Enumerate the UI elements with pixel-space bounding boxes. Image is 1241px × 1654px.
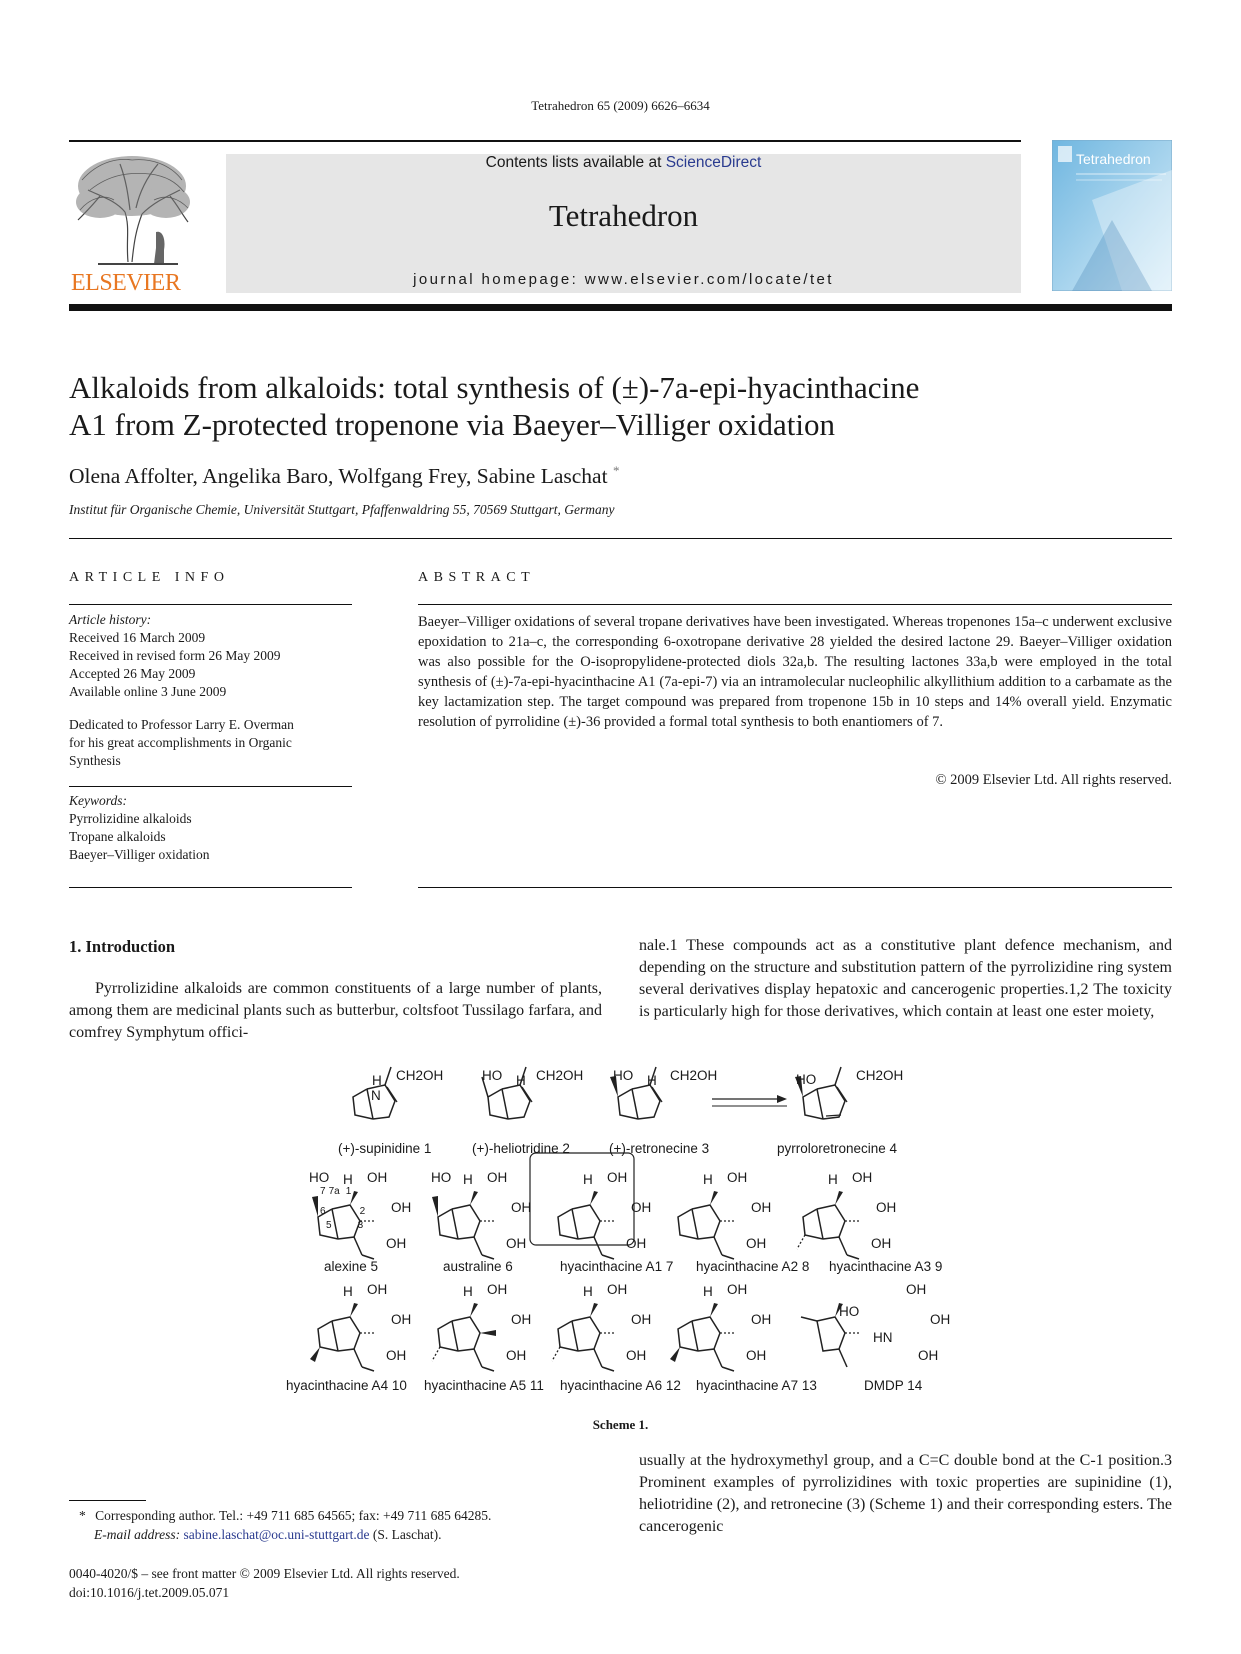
compound-label: hyacinthacine A1 7 [560, 1259, 674, 1274]
article-title [69, 369, 1169, 443]
corresponding-footnote [69, 1506, 629, 1544]
atom-label-oh: OH [751, 1312, 772, 1327]
atom-label-oh: OH [918, 1348, 939, 1363]
email-label: E-mail address: [94, 1527, 184, 1542]
atom-label-h: H [703, 1172, 713, 1187]
highlight-box-hyacinthacine-a1 [530, 1153, 634, 1245]
atom-label-oh: OH [386, 1348, 407, 1363]
structure-hyacinthacine-a2 [678, 1191, 736, 1259]
journal-cover [1052, 140, 1172, 291]
article-info-heading: ARTICLE INFO [69, 570, 230, 585]
atom-label-oh: OH [506, 1236, 527, 1251]
intro-paragraph-left: Pyrrolizidine alkaloids are common constituents of a large number of plants, among them are medicinal plants such as butterbur, coltsfoot Tussilago farfara, and comfrey Symphytum offici- [69, 980, 602, 1041]
atom-label-oh: OH [876, 1200, 897, 1215]
atom-label-oh: OH [487, 1282, 508, 1297]
atom-label-oh: OH [391, 1312, 412, 1327]
compound-label: hyacinthacine A6 12 [560, 1378, 681, 1393]
structure-australine [432, 1191, 496, 1259]
compound-label: alexine 5 [324, 1259, 379, 1274]
history-revised: Received in revised form 26 May 2009 [69, 648, 281, 663]
atom-label-oh: OH [906, 1282, 927, 1297]
footnote-corresponding-text: Corresponding author. Tel.: +49 711 685 64565; fax: +49 711 685 64285. [95, 1508, 492, 1523]
keywords-label: Keywords: [69, 793, 127, 808]
compound-label: hyacinthacine A7 13 [696, 1378, 817, 1393]
info-rule [69, 604, 352, 605]
alexine-ring-numbering-lower [320, 1206, 365, 1217]
doi-line[interactable]: doi:10.1016/j.tet.2009.05.071 [69, 1585, 230, 1600]
structure-hyacinthacine-a6 [552, 1303, 616, 1371]
alexine-ring-numbering [320, 1186, 351, 1197]
structure-hyacinthacine-a7 [670, 1303, 736, 1371]
atom-label-h: H [372, 1073, 382, 1088]
header-thick-rule [69, 304, 1172, 311]
keyword: Pyrrolizidine alkaloids [69, 811, 192, 826]
intro-paragraph-right-top: nale.1 These compounds act as a constitutive plant defence mechanism, and depending on the structure and substitution pattern of the pyrrolizidine ring system several derivatives display hepatoxic and cancerogenic properties.1,2 The toxicity is particularly high for those derivatives, which contain at least one ester moiety, [639, 937, 1172, 1020]
atom-label-ho: HO [839, 1304, 860, 1319]
keywords [69, 792, 352, 864]
ring-number: 2 [359, 1206, 366, 1217]
footnote-mark: * [79, 1508, 86, 1523]
atom-label-oh: OH [511, 1312, 532, 1327]
atom-label-oh: OH [607, 1282, 628, 1297]
email-link[interactable]: sabine.laschat@oc.uni-stuttgart.de [183, 1527, 370, 1542]
keywords-rule [69, 786, 352, 787]
abstract-bottom-rule [418, 887, 1172, 888]
atom-label-oh: OH [386, 1236, 407, 1251]
alexine-ring-numbering-bottom [326, 1220, 363, 1231]
keyword: Baeyer–Villiger oxidation [69, 847, 210, 862]
ring-number: 5 [326, 1220, 332, 1231]
abstract-rule [418, 604, 1172, 605]
atom-label-h: H [343, 1172, 353, 1187]
ring-number: 1 [345, 1186, 352, 1197]
atom-label-oh: OH [852, 1170, 873, 1185]
elsevier-wordmark: ELSEVIER [71, 270, 181, 296]
contents-line [226, 154, 1021, 172]
structure-hyacinthacine-a4 [310, 1303, 376, 1371]
history-accepted: Accepted 26 May 2009 [69, 666, 196, 681]
info-bottom-rule [69, 887, 352, 888]
dedication-line: Synthesis [69, 753, 121, 768]
atom-label-oh: OH [727, 1170, 748, 1185]
reaction-arrow [712, 1095, 787, 1106]
atom-label-oh: OH [746, 1348, 767, 1363]
atom-label-oh: OH [871, 1236, 892, 1251]
atom-label-oh: OH [607, 1170, 628, 1185]
footnote-rule [69, 1500, 146, 1501]
ring-number: 7a [328, 1186, 340, 1197]
atom-label-oh: OH [930, 1312, 951, 1327]
dedication-line: for his great accomplishments in Organic [69, 735, 292, 750]
title-line-1: Alkaloids from alkaloids: total synthesis of (±)-7a-epi-hyacinthacine [69, 370, 920, 405]
ring-number: 6 [320, 1206, 326, 1217]
atom-label-h: H [828, 1172, 838, 1187]
abstract-copyright: © 2009 Elsevier Ltd. All rights reserved. [935, 772, 1172, 788]
compound-label: hyacinthacine A5 11 [424, 1378, 544, 1393]
compound-label: (+)-retronecine 3 [609, 1141, 710, 1156]
affiliation: Institut für Organische Chemie, Universität Stuttgart, Pfaffenwaldring 55, 70569 Stuttgart, Germany [69, 502, 615, 517]
atom-label-h: H [343, 1284, 353, 1299]
corresponding-author-mark[interactable]: * [612, 463, 620, 478]
compound-label: australine 6 [443, 1259, 513, 1274]
section-heading-introduction: 1. Introduction [69, 937, 176, 956]
atom-label-oh: OH [631, 1200, 652, 1215]
title-line-2: A1 from Z-protected tropenone via Baeyer–Villiger oxidation [69, 407, 835, 442]
structure-hyacinthacine-a1 [558, 1191, 616, 1259]
compound-label: hyacinthacine A2 8 [696, 1259, 810, 1274]
atom-label-ch2oh: CH2OH [396, 1068, 444, 1083]
ring-number: 3 [357, 1220, 364, 1231]
scheme-1-structures [272, 1065, 972, 1405]
atom-label-h: H [463, 1284, 473, 1299]
atom-label-h: H [463, 1172, 473, 1187]
dedication [69, 716, 352, 770]
compound-label: pyrroloretronecine 4 [777, 1141, 898, 1156]
intro-paragraph-right-bottom: usually at the hydroxymethyl group, and a C=C double bond at the C-1 position.3 Prominent examples of pyrrolizidines with toxic properties are supinidine (1), heliotridine (2), and retronecine (3) (Scheme 1) and their corresponding esters. The cancerogenic [639, 1452, 1172, 1535]
atom-label-oh: OH [367, 1170, 388, 1185]
cover-title: Tetrahedron [1076, 151, 1151, 167]
abstract-text: Baeyer–Villiger oxidations of several tropane derivatives have been investigated. Whereas tropenones 15a–c underwent exclusive epoxidation to 21a–c, the corresponding 6-oxotropane derivative 28 yielded the desired lactone 29. Baeyer–Villiger oxidation was also possible for the O-isopropylidene-protected diols 32a,b. The resulting lactones 33a,b were employed in the total synthesis of (±)-7a-epi-hyacinthacine A1 (7a-epi-7) via an intramolecular nucleophilic alkyllithium addition to a carbamate as the key lactamization step. The target compound was prepared from tropenone 15b in 10 steps and 14% overall yield. Enzymatic resolution of pyrrolidine (±)-36 provided a formal total synthesis to both enantiomers of 7. [418, 614, 1172, 730]
journal-homepage[interactable]: journal homepage: www.elsevier.com/locate/tet [413, 271, 834, 288]
atom-label-hn: HN [873, 1330, 893, 1345]
atom-label-oh: OH [751, 1200, 772, 1215]
atom-label-h: H [583, 1172, 593, 1187]
article-history [69, 611, 352, 701]
sciencedirect-link[interactable]: ScienceDirect [665, 154, 762, 171]
ring-number: 7 [320, 1186, 326, 1197]
compound-label: hyacinthacine A4 10 [286, 1378, 407, 1393]
atom-label-h: H [516, 1073, 526, 1088]
email-suffix: (S. Laschat). [369, 1527, 442, 1542]
author-list [69, 463, 619, 489]
atom-label-oh: OH [391, 1200, 412, 1215]
compound-label: (+)-supinidine 1 [338, 1141, 432, 1156]
atom-label-oh: OH [506, 1348, 527, 1363]
atom-label-oh: OH [631, 1312, 652, 1327]
history-label: Article history: [69, 612, 152, 627]
atom-label-ch2oh: CH2OH [856, 1068, 904, 1083]
atom-label-h: H [647, 1073, 657, 1088]
atom-label-ch2oh: CH2OH [536, 1068, 584, 1083]
atom-label-ho: HO [613, 1068, 634, 1083]
header-rule [69, 140, 1021, 142]
atom-label-oh: OH [487, 1170, 508, 1185]
atom-label-oh: OH [367, 1282, 388, 1297]
dedication-line: Dedicated to Professor Larry E. Overman [69, 717, 294, 732]
title-rule [69, 538, 1172, 539]
atom-label-h: H [703, 1284, 713, 1299]
journal-citation: Tetrahedron 65 (2009) 6626–6634 [531, 98, 710, 113]
history-online: Available online 3 June 2009 [69, 684, 227, 699]
atom-label-ho: HO [309, 1170, 330, 1185]
compound-label: hyacinthacine A3 9 [829, 1259, 943, 1274]
footnote-email [69, 1525, 629, 1544]
front-matter [69, 1564, 669, 1602]
structure-hyacinthacine-a5 [432, 1303, 496, 1371]
contents-prefix: Contents lists available at [485, 154, 666, 171]
footnote-corresponding [69, 1506, 629, 1525]
scheme-caption: Scheme 1. [592, 1417, 649, 1432]
issn-line: 0040-4020/$ – see front matter © 2009 Elsevier Ltd. All rights reserved. [69, 1566, 460, 1581]
atom-label-ho: HO [796, 1072, 817, 1087]
atom-label-ho: HO [482, 1068, 503, 1083]
atom-label-oh: OH [511, 1200, 532, 1215]
atom-label-n: N [371, 1088, 381, 1103]
keyword: Tropane alkaloids [69, 829, 166, 844]
compound-label: DMDP 14 [864, 1378, 923, 1393]
atom-label-ho: HO [431, 1170, 452, 1185]
atom-label-ch2oh: CH2OH [670, 1068, 718, 1083]
atom-label-oh: OH [626, 1236, 647, 1251]
atom-label-oh: OH [626, 1348, 647, 1363]
authors-names: Olena Affolter, Angelika Baro, Wolfgang Frey, Sabine Laschat [69, 464, 608, 489]
compound-label: (+)-heliotridine 2 [472, 1141, 570, 1156]
history-received: Received 16 March 2009 [69, 630, 206, 645]
elsevier-tree-logo [70, 150, 195, 270]
atom-label-h: H [583, 1284, 593, 1299]
atom-label-oh: OH [727, 1282, 748, 1297]
journal-name: Tetrahedron [548, 198, 699, 233]
abstract-heading: ABSTRACT [418, 570, 536, 585]
atom-label-oh: OH [746, 1236, 767, 1251]
structure-hyacinthacine-a3 [797, 1191, 861, 1259]
